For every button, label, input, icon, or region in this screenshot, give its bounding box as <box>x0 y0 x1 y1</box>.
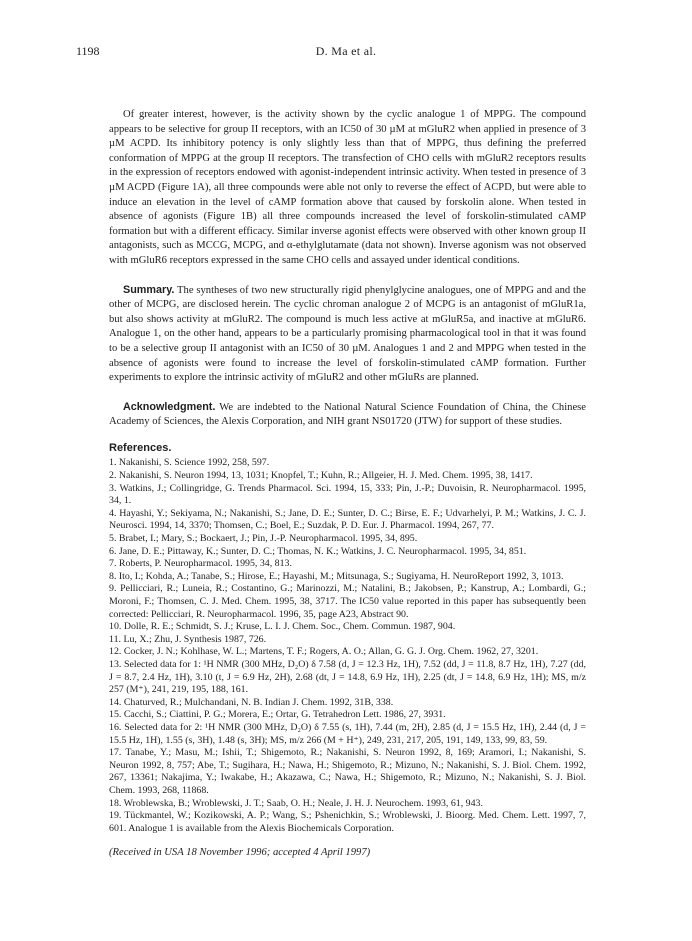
reference-item: 1. Nakanishi, S. Science 1992, 258, 597. <box>109 457 270 469</box>
reference-item: 16. Selected data for 2: ¹H NMR (300 MHz, D₂O) δ 7.55 (s, 1H), 7.44 (m, 2H), 2.85 (d, J = 15.5 Hz, 1H), 2.44 (d, J = 15.5 Hz, 1H), 1.55 (s, 3H), 1.48 (s, 3H); MS, m/z 266 (M + H⁺), 249, 231, 217, 205, 191, 149, 133, 99, 83, 59. <box>109 721 586 746</box>
page-number: 1198 <box>76 44 100 58</box>
reference-item: 15. Cacchi, S.; Ciattini, P. G.; Morera, E.; Ortar, G. Tetrahedron Lett. 1986, 27, 3931. <box>109 709 446 721</box>
reference-item: 8. Ito, I.; Kohda, A.; Tanabe, S.; Hirose, E.; Hayashi, M.; Mitsunaga, S.; Sugiyama, H. NeuroReport 1992, 3, 1013. <box>109 570 564 582</box>
reference-item: 10. Dolle, R. E.; Schmidt, S. J.; Kruse, L. I. J. Chem. Soc., Chem. Commun. 1987, 904. <box>109 621 456 633</box>
references-heading: References. <box>109 441 172 454</box>
reference-item: 13. Selected data for 1: ¹H NMR (300 MHz, D₂O) δ 7.58 (d, J = 12.3 Hz, 1H), 7.52 (dd, J = 11.8, 8.7 Hz, 1H), 7.27 (dd, J = 8.7, 2.4 Hz, 1H), 3.10 (t, J = 6.9 Hz, 2H), 2.68 (dt, J = 14.8, 6.9 Hz, 1H), 2.25 (dt, J = 14.8, 6.9 Hz, 1H); MS, m/z 257 (M⁺), 241, 219, 195, 188, 161. <box>109 658 586 696</box>
running-head: D. Ma et al. <box>315 44 377 58</box>
reference-item: 7. Roberts, P. Neuropharmacol. 1995, 34, 813. <box>109 558 292 570</box>
summary-label: Summary. <box>123 283 175 296</box>
reference-item: 3. Watkins, J.; Collingridge, G. Trends Pharmacol. Sci. 1994, 15, 333; Pin, J.-P.; Duvoisin, R. Neuropharmacol. 1995, 34, 1. <box>109 482 586 507</box>
reference-item: 19. Tückmantel, W.; Kozikowski, A. P.; Wang, S.; Pshenichkin, S.; Wroblewski, J. Bioorg. Med. Chem. Lett. 1997, 7, 601. Analogue 1 is available from the Alexis Biochemicals Corporation. <box>109 810 586 834</box>
reference-item: 9. Pellicciari, R.; Luneia, R.; Costantino, G.; Marinozzi, M.; Natalini, B.; Jakobsen, P.; Kanstrup, A.; Lombardi, G.; Moroni, F.; Thomsen, C. J. Med. Chem. 1995, 38, 3717. The IC50 value reported in this paper has subsequently been corrected: Pellicciari, R. Neuropharmacol. 1996, 35, page A23, Abstract 90. <box>109 583 586 620</box>
reference-item: 14. Chaturved, R.; Mulchandani, N. B. Indian J. Chem. 1992, 31B, 338. <box>109 696 394 708</box>
reference-item: 12. Cocker, J. N.; Kohlhase, W. L.; Martens, T. F.; Rogers, A. O.; Allan, G. G. J. Org. Chem. 1962, 27, 3201. <box>109 646 539 658</box>
reference-list <box>109 457 586 835</box>
reference-item: 18. Wroblewska, B.; Wroblewski, J. T.; Saab, O. H.; Neale, J. H. J. Neurochem. 1993, 61, 943. <box>109 797 483 809</box>
reference-item: 6. Jane, D. E.; Pittaway, K.; Sunter, D. C.; Thomas, N. K.; Watkins, J. C. Neuropharmacol. 1995, 34, 851. <box>109 545 527 557</box>
reference-item: 4. Hayashi, Y.; Sekiyama, N.; Nakanishi, S.; Jane, D. E.; Sunter, D. C.; Birse, E. F.; Udvarhelyi, P. M.; Watkins, J. C. J. Neurosci. 1994, 14, 3370; Thomsen, C.; Boel, E.; Suzdak, P. D. Eur. J. Pharmacol. 1994, 267, 77. <box>109 507 586 532</box>
summary-text: The syntheses of two new structurally rigid phenylglycine analogues, one of MPPG and and the other of MCPG, are disclosed herein. The cyclic chroman analogue 2 of MCPG is an antagonist of mGluR1a, but also shows activity at mGluR2. The compound is much less active at mGluR5a, and inactive at mGluR6. Analogue 1, on the other hand, appears to be a particularly promising pharmacological tool in that it was found to be a selective group II antagonist with an IC50 of 30 µM. Analogues 1 and 2 and MPPG when tested in the absence of agonists were found to increase the level of forskolin-stimulated cAMP formation. Further experiments to explore the intrinsic activity of mGluR2 and other mGluRs are planned. <box>109 284 586 384</box>
reference-item: 17. Tanabe, Y.; Masu, M.; Ishii, T.; Shigemoto, R.; Nakanishi, S. Neuron 1992, 8, 169; Aramori, I.; Nakanishi, S. Neuron 1992, 8, 757; Abe, T.; Sugihara, H.; Nawa, H.; Shigemoto, R.; Mizuno, N.; Nakanishi, S. J. Biol. Chem. 1992, 267, 13361; Nakajima, Y.; Iwakabe, H.; Akazawa, C.; Nawa, H.; Shigemoto, R.; Mizuno, N.; Nakanishi, S. J. Biol. Chem. 1993, 268, 11868. <box>109 747 586 796</box>
reference-item: 2. Nakanishi, S. Neuron 1994, 13, 1031; Knopfel, T.; Kuhn, R.; Allgeier, H. J. Med. Chem. 1995, 38, 1417. <box>109 470 533 482</box>
received-dates: (Received in USA 18 November 1996; accepted 4 April 1997) <box>109 847 371 858</box>
article-body <box>109 108 586 835</box>
acknowledgment-label: Acknowledgment. <box>123 400 216 413</box>
acknowledgment-paragraph <box>109 400 586 430</box>
paragraph-group-ii-activity: Of greater interest, however, is the activity shown by the cyclic analogue 1 of MPPG. The compound appears to be selective for group II receptors, with an IC50 of 30 µM at mGluR2 when applied in presence of 3 µM ACPD. Its inhibitory potency is only slightly less than that of MPPG, thus defining the preferred conformation of MPPG at the group II receptors. The transfection of CHO cells with mGluR2 receptors results in the expression of receptors endowed with agonist-independent intrinsic activity. When tested in presence of 3 µM ACPD (Figure 1A), all three compounds were able not only to reverse the effect of ACPD, but were able to induce an elevation in the level of cAMP formation above that caused by forskolin alone. When tested in absence of agonists (Figure 1B) all three compounds increased the level of forskolin-stimulated cAMP formation but with a different efficacy. Similar inverse agonist effects were observed with other known group II antagonists, such as MCCG, MCPG, and α-ethylglutamate (data not shown). Inverse agonism was not observed with mGluR6 receptors expressed in the same CHO cells and assayed under identical conditions. <box>109 109 586 266</box>
reference-item: 5. Brabet, I.; Mary, S.; Bockaert, J.; Pin, J.-P. Neuropharmacol. 1995, 34, 895. <box>109 533 418 545</box>
acknowledgment-text: We are indebted to the National Natural Science Foundation of China, the Chinese Academy of Sciences, the Alexis Corporation, and NIH grant NS01720 (JTW) for support of these studies. <box>109 401 586 428</box>
reference-item: 11. Lu, X.; Zhu, J. Synthesis 1987, 726. <box>109 633 267 645</box>
summary-paragraph <box>109 283 586 386</box>
